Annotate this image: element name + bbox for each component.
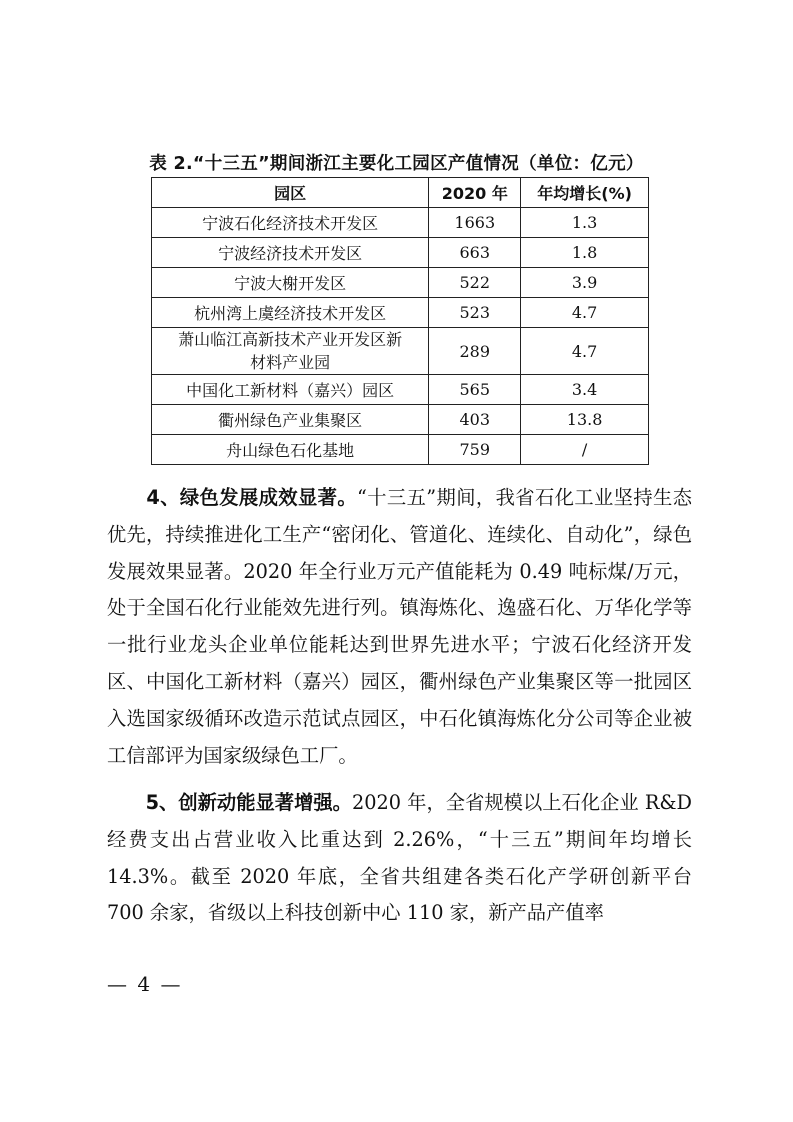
- table-header-row: [152, 178, 649, 208]
- paragraph-text: “十三五”期间，我省石化工业坚持生态优先，持续推进化工生产“密闭化、管道化、连续化、自动化”，绿色发展效果显著。2020 年全行业万元产值能耗为 0.49 吨标煤/万元，处于全国石化行业能效先进行列。镇海炼化、逸盛石化、万华化学等一批行业龙头企业单位能耗达到世界先进水平；宁波石化经济开发区、中国化工新材料（嘉兴）园区，衢州绿色产业集聚区等一批园区入选国家级循环改造示范试点园区，中石化镇海炼化分公司等企业被工信部评为国家级绿色工厂。: [107, 486, 693, 767]
- cell-growth: 13.8: [521, 405, 649, 435]
- table-row: [152, 298, 649, 328]
- cell-park: 衢州绿色产业集聚区: [152, 405, 429, 435]
- cell-park: 中国化工新材料（嘉兴）园区: [152, 375, 429, 405]
- paragraph-innovation: [107, 785, 692, 932]
- table-row: [152, 238, 649, 268]
- cell-value-2020: 523: [429, 298, 521, 328]
- table-caption: 表 2.“十三五”期间浙江主要化工园区产值情况（单位：亿元）: [149, 154, 644, 174]
- header-park: 园区: [152, 178, 429, 208]
- cell-value-2020: 522: [429, 268, 521, 298]
- cell-value-2020: 403: [429, 405, 521, 435]
- table-row: [152, 268, 649, 298]
- table-row: [152, 208, 649, 238]
- cell-park: 宁波大榭开发区: [152, 268, 429, 298]
- cell-growth: 3.4: [521, 375, 649, 405]
- cell-growth: 4.7: [521, 328, 649, 375]
- cell-park: 宁波经济技术开发区: [152, 238, 429, 268]
- cell-park: [152, 328, 429, 375]
- paragraph-text: 2020 年，全省规模以上石化企业 R&D 经费支出占营业收入比重达到 2.26%，“十三五”期间年均增长 14.3%。截至 2020 年底，全省共组建各类石化产学研创新平台 700 余家，省级以上科技创新中心 110 家，新产品产值率: [107, 791, 692, 925]
- cell-value-2020: 759: [429, 435, 521, 465]
- page-number: — 4 —: [107, 972, 183, 996]
- cell-park: 杭州湾上虞经济技术开发区: [152, 298, 429, 328]
- paragraph-lead: 5、创新动能显著增强。: [145, 791, 352, 814]
- cell-growth: 4.7: [521, 298, 649, 328]
- cell-value-2020: 565: [429, 375, 521, 405]
- cell-park: 宁波石化经济技术开发区: [152, 208, 429, 238]
- table-row: [152, 405, 649, 435]
- cell-value-2020: 1663: [429, 208, 521, 238]
- cell-value-2020: 289: [429, 328, 521, 375]
- header-value-2020: 2020 年: [429, 178, 521, 208]
- header-growth: 年均增长(%): [521, 178, 649, 208]
- cell-park: 舟山绿色石化基地: [152, 435, 429, 465]
- cell-value-2020: 663: [429, 238, 521, 268]
- cell-growth: /: [521, 435, 649, 465]
- cell-growth: 1.8: [521, 238, 649, 268]
- table-row: [152, 375, 649, 405]
- paragraph-green-development: [107, 480, 692, 774]
- paragraph-lead: 4、绿色发展成效显著。: [146, 486, 357, 509]
- cell-park-line1: 萧山临江高新技术产业开发区新: [178, 330, 403, 349]
- cell-park-line2: 材料产业园: [250, 353, 331, 372]
- table-row: [152, 435, 649, 465]
- chemical-parks-table: [151, 177, 649, 465]
- cell-growth: 1.3: [521, 208, 649, 238]
- table-row: [152, 328, 649, 375]
- cell-growth: 3.9: [521, 268, 649, 298]
